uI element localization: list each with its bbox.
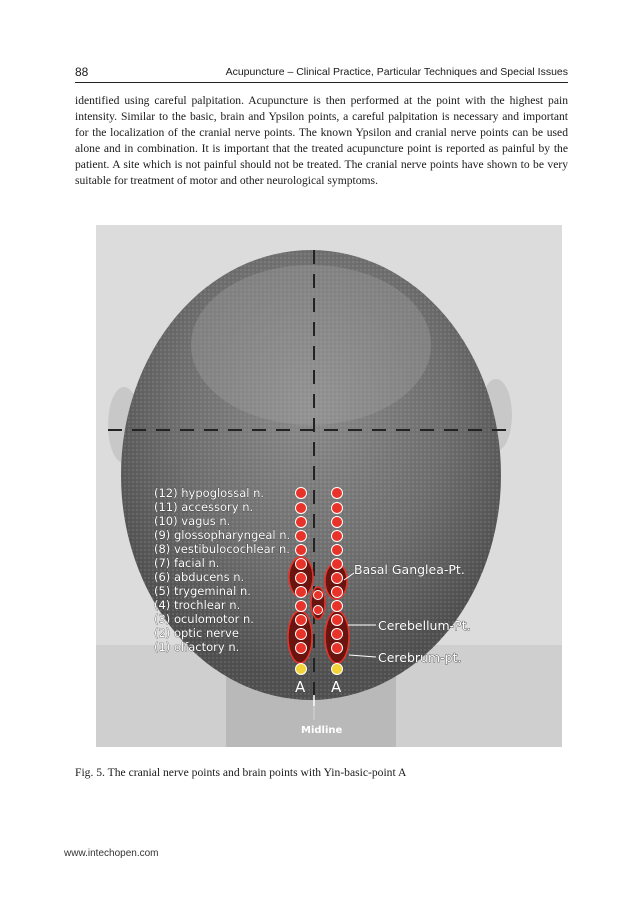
midline-label: Midline <box>301 725 343 736</box>
page-number: 88 <box>75 65 89 79</box>
nerve-label-2: (2) optic nerve <box>154 626 239 640</box>
page-header <box>75 62 568 83</box>
cerebrum-label: Cerebrum-pt. <box>378 650 462 665</box>
basic-point-a-left-label: A <box>295 678 306 696</box>
nerve-label-5: (5) trygeminal n. <box>154 584 251 598</box>
nerve-label-12: (12) hypoglossal n. <box>154 486 265 500</box>
figure-caption: Fig. 5. The cranial nerve points and brain points with Yin-basic-point A <box>75 766 407 779</box>
footer-url[interactable]: www.intechopen.com <box>64 848 159 859</box>
basal-ganglia-point <box>314 591 323 600</box>
nerve-label-3: (3) oculomotor n. <box>154 612 254 626</box>
nerve-label-10: (10) vagus n. <box>154 514 231 528</box>
basic-point-a-right-label: A <box>331 678 342 696</box>
head-illustration <box>96 225 562 747</box>
basal-ganglia-label: Basal Ganglea-Pt. <box>354 562 465 577</box>
head-figure <box>96 225 562 747</box>
nerve-label-4: (4) trochlear n. <box>154 598 241 612</box>
nerve-label-7: (7) facial n. <box>154 556 220 570</box>
nerve-label-11: (11) accessory n. <box>154 500 254 514</box>
nerve-label-6: (6) abducens n. <box>154 570 245 584</box>
basic-point-a-left <box>296 664 307 675</box>
running-title: Acupuncture – Clinical Practice, Particular Techniques and Special Issues <box>225 66 568 78</box>
basic-point-a-right <box>332 664 343 675</box>
body-paragraph: identified using careful palpitation. Acupuncture is then performed at the point with the highest pain intensity. Similar to the basic, brain and Ypsilon points, a careful palpitation is necessary and important for the localization of the cranial nerve points. The known Ypsilon and cranial nerve points can be used alone and in combination. It is important that the treated acupuncture point is reported as painful by the patient. A site which is not painful should not be treated. The cranial nerve points have shown to be very suitable for treatment of motor and other neurological symptoms. <box>75 94 568 187</box>
cerebellum-label: Cerebellum-Pt. <box>378 618 471 633</box>
nerve-label-1: (1) olfactory n. <box>154 640 240 654</box>
nerve-label-8: (8) vestibulocochlear n. <box>154 542 290 556</box>
nerve-label-9: (9) glossopharyngeal n. <box>154 528 291 542</box>
